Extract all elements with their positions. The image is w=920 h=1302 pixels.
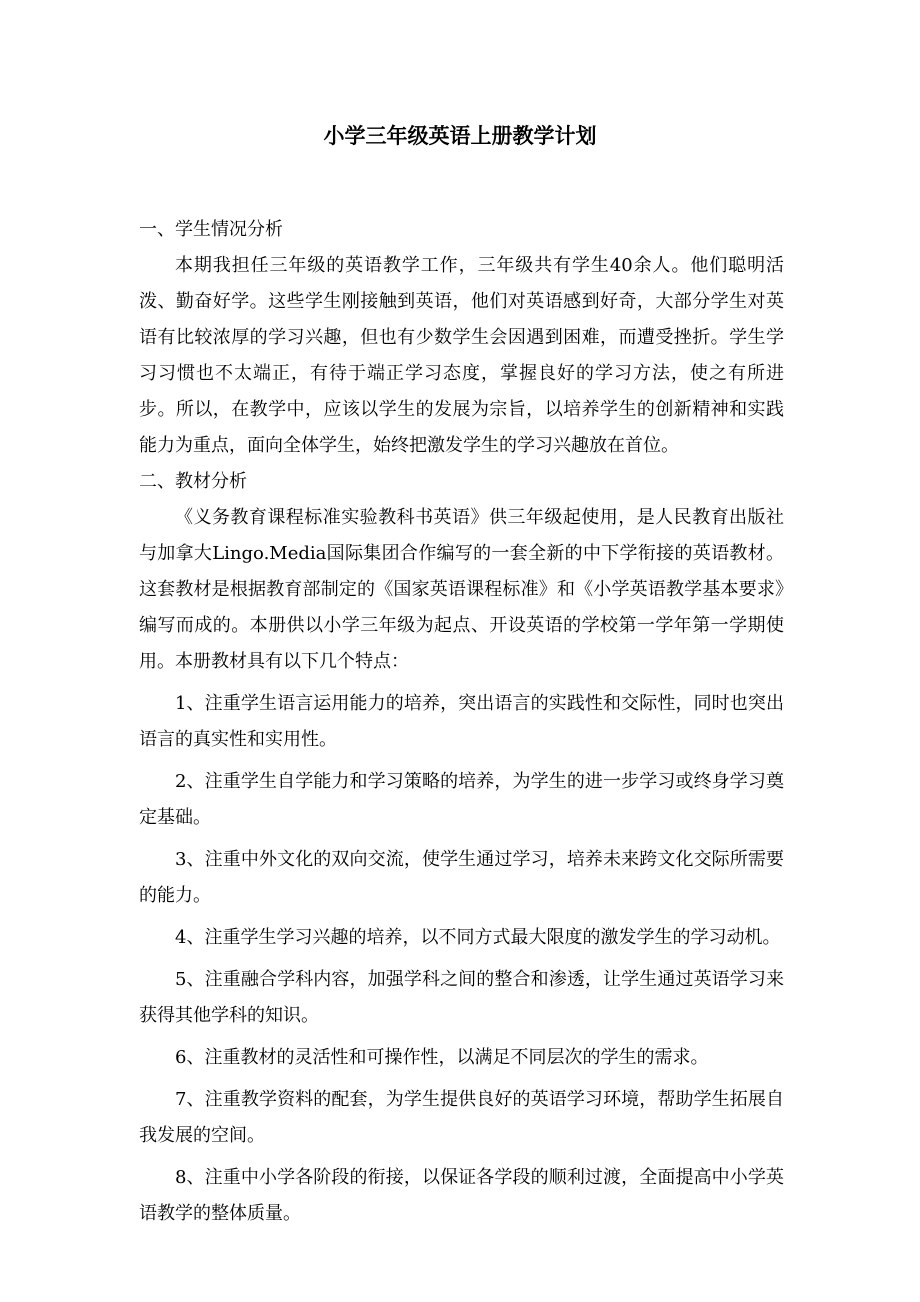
document-title: 小学三年级英语上册教学计划 <box>323 124 597 148</box>
list-item: 7、注重教学资料的配套，为学生提供良好的英语学习环境，帮助学生拓展自我发展的空间。 <box>139 1089 784 1146</box>
section-heading-textbook-analysis: 二、教材分析 <box>139 471 247 492</box>
list-item: 3、注重中外文化的双向交流，使学生通过学习，培养未来跨文化交际所需要的能力。 <box>139 849 784 906</box>
list-item: 5、注重融合学科内容，加强学科之间的整合和渗透，让学生通过英语学习来获得其他学科的知识。 <box>139 969 784 1026</box>
paragraph-student-analysis: 本期我担任三年级的英语教学工作，三年级共有学生40余人。他们聪明活泼、勤奋好学。这些学生刚接触到英语，他们对英语感到好奇，大部分学生对英语有比较浓厚的学习兴趣，但也有少数学生会因遇到困难，而遭受挫折。学生学习习惯也不太端正，有待于端正学习态度，掌握良好的学习方法，使之有所进步。所以，在教学中，应该以学生的发展为宗旨，以培养学生的创新精神和实践能力为重点，面向全体学生，始终把激发学生的学习兴趣放在首位。 <box>139 255 784 456</box>
list-item: 2、注重学生自学能力和学习策略的培养，为学生的进一步学习或终身学习奠定基础。 <box>139 771 784 828</box>
document-body <box>139 212 784 1232</box>
feature-list <box>139 686 784 1232</box>
paragraph-textbook-analysis: 《义务教育课程标准实验教科书英语》供三年级起使用，是人民教育出版社与加拿大Lingo.Media国际集团合作编写的一套全新的中下学衔接的英语教材。这套教材是根据教育部制定的《国家英语课程标准》和《小学英语教学基本要求》编写而成的。本册供以小学三年级为起点、开设英语的学校第一学年第一学期使用。本册教材具有以下几个特点： <box>139 507 784 672</box>
list-item: 6、注重教材的灵活性和可操作性，以满足不同层次的学生的需求。 <box>175 1047 709 1068</box>
list-item: 4、注重学生学习兴趣的培养，以不同方式最大限度的激发学生的学习动机。 <box>175 927 781 948</box>
list-item: 1、注重学生语言运用能力的培养，突出语言的实践性和交际性，同时也突出语言的真实性和实用性。 <box>139 693 784 750</box>
section-heading-student-analysis: 一、学生情况分析 <box>139 219 283 240</box>
list-item: 8、注重中小学各阶段的衔接，以保证各学段的顺利过渡，全面提高中小学英语教学的整体质量。 <box>139 1167 784 1224</box>
